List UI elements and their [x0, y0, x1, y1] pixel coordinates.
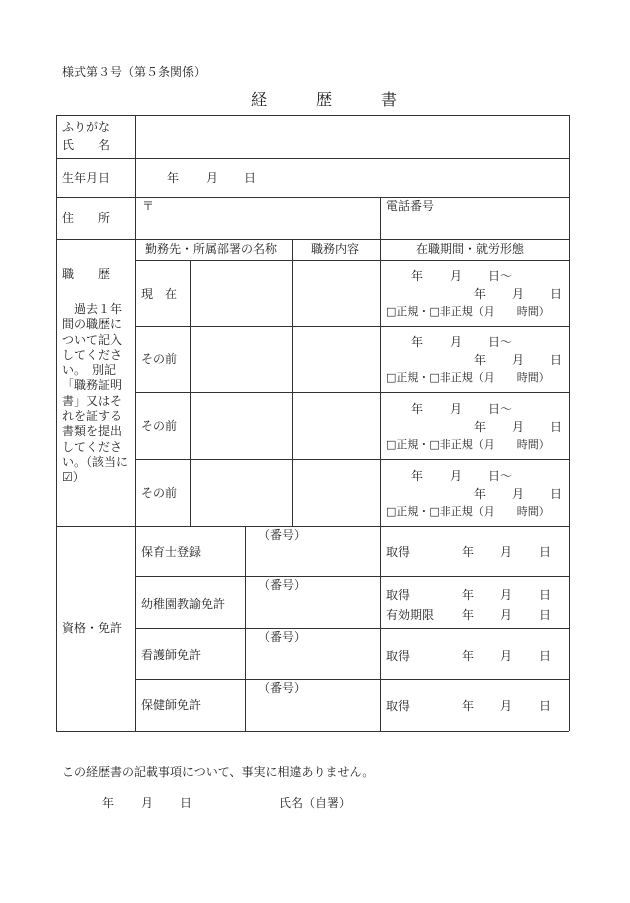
- license-name: 幼稚園教諭免許: [141, 597, 226, 611]
- period-end-month: 月: [512, 287, 525, 301]
- period-end-year: 年: [474, 420, 487, 434]
- table-line: [380, 197, 381, 239]
- table-line: [56, 158, 569, 159]
- period-end-month: 月: [512, 353, 525, 367]
- period-start-year: 年: [411, 469, 424, 483]
- career-note: 過去１年間の職歴について記入してください。 別記「職務証明書」又はそれを証する書類を提出してください。（該当に☑）: [62, 302, 129, 485]
- license-acquired-label: 取得: [386, 649, 411, 663]
- period-start-year: 年: [411, 402, 424, 416]
- career-row-label: 現 在: [141, 287, 178, 301]
- period-start-year: 年: [411, 335, 424, 349]
- license-day: 日: [539, 608, 552, 622]
- period-start-day: 日～: [488, 469, 513, 483]
- employment-type: □正規・□非正規（月 時間）: [386, 438, 550, 451]
- table-line: [569, 115, 570, 731]
- license-month: 月: [500, 699, 513, 713]
- table-line: [56, 731, 569, 732]
- license-month: 月: [500, 649, 513, 663]
- table-line: [190, 260, 191, 526]
- table-line: [135, 326, 569, 327]
- license-day: 日: [539, 649, 552, 663]
- birthdate-month: 月: [206, 171, 219, 185]
- birthdate-day: 日: [244, 171, 257, 185]
- table-line: [135, 115, 136, 731]
- employment-type: □正規・□非正規（月 時間）: [386, 505, 550, 518]
- career-header-duties: 職務内容: [311, 242, 360, 256]
- period-end-year: 年: [474, 287, 487, 301]
- license-name: 看護師免許: [141, 648, 202, 662]
- license-day: 日: [539, 588, 552, 602]
- employment-type: □正規・□非正規（月 時間）: [386, 371, 550, 384]
- table-line: [56, 239, 569, 240]
- license-month: 月: [500, 608, 513, 622]
- sign-date-day: 日: [180, 796, 193, 810]
- license-name: 保育士登録: [141, 545, 202, 559]
- name-field[interactable]: [136, 116, 568, 157]
- table-line: [380, 239, 381, 526]
- period-end-year: 年: [474, 487, 487, 501]
- license-name: 保健師免許: [141, 698, 202, 712]
- document-title-2: 歴: [316, 90, 333, 109]
- period-end-day: 日: [550, 287, 563, 301]
- table-line: [135, 392, 569, 393]
- sign-date-year: 年: [102, 796, 115, 810]
- license-day: 日: [539, 545, 552, 559]
- license-number-label: （番号）: [258, 630, 307, 644]
- table-line: [56, 115, 57, 731]
- license-year: 年: [462, 545, 475, 559]
- license-number-label: （番号）: [258, 681, 307, 695]
- license-acquired-label: 取得: [386, 588, 411, 602]
- birthdate-year: 年: [167, 171, 180, 185]
- document-title-3: 書: [381, 90, 398, 109]
- table-line: [135, 459, 569, 460]
- license-number-label: （番号）: [258, 578, 307, 592]
- employment-type: □正規・□非正規（月 時間）: [386, 305, 550, 318]
- period-end-day: 日: [550, 420, 563, 434]
- license-number-label: （番号）: [258, 528, 307, 542]
- license-year: 年: [462, 588, 475, 602]
- period-end-day: 日: [550, 353, 563, 367]
- table-line: [380, 526, 381, 731]
- signature-label: 氏名（自署）: [279, 796, 352, 810]
- license-acquired-label: 取得: [386, 699, 411, 713]
- address-label: 住 所: [62, 211, 111, 225]
- career-row-label: その前: [141, 352, 178, 366]
- phone-label: 電話番号: [386, 199, 435, 213]
- period-start-month: 月: [450, 402, 463, 416]
- career-header-period: 在職期間・就労形態: [416, 242, 525, 256]
- period-end-day: 日: [550, 487, 563, 501]
- table-line: [135, 260, 569, 261]
- career-header-employer: 勤務先・所属部署の名称: [145, 242, 278, 256]
- furigana-label: ふりがな: [62, 120, 111, 134]
- table-line: [56, 197, 569, 198]
- table-line: [56, 526, 569, 527]
- document-title-1: 経: [251, 90, 268, 109]
- career-row-label: その前: [141, 486, 178, 500]
- period-start-month: 月: [450, 269, 463, 283]
- period-start-month: 月: [450, 469, 463, 483]
- license-year: 年: [462, 699, 475, 713]
- declaration-text: この経歴書の記載事項について、事実に相違ありません。: [62, 765, 375, 779]
- sign-date-month: 月: [141, 796, 154, 810]
- period-end-month: 月: [512, 487, 525, 501]
- table-line: [292, 239, 293, 526]
- period-start-day: 日～: [488, 269, 513, 283]
- career-row-label: その前: [141, 419, 178, 433]
- period-start-day: 日～: [488, 335, 513, 349]
- period-end-year: 年: [474, 353, 487, 367]
- license-month: 月: [500, 545, 513, 559]
- license-valid-until-label: 有効期限: [386, 608, 435, 622]
- period-start-day: 日～: [488, 402, 513, 416]
- career-label: 職 歴: [62, 267, 111, 281]
- period-end-month: 月: [512, 420, 525, 434]
- period-start-month: 月: [450, 335, 463, 349]
- license-year: 年: [462, 649, 475, 663]
- license-year: 年: [462, 608, 475, 622]
- table-line: [135, 679, 569, 680]
- birthdate-label: 生年月日: [62, 171, 111, 185]
- license-day: 日: [539, 699, 552, 713]
- table-line: [245, 526, 246, 731]
- period-start-year: 年: [411, 269, 424, 283]
- form-number: 様式第３号（第５条関係）: [62, 65, 207, 79]
- name-label: 氏 名: [62, 138, 111, 152]
- licenses-label: 資格・免許: [62, 621, 123, 635]
- table-line: [135, 576, 569, 577]
- license-acquired-label: 取得: [386, 545, 411, 559]
- license-month: 月: [500, 588, 513, 602]
- postal-mark: 〒: [142, 199, 155, 213]
- table-line: [135, 628, 569, 629]
